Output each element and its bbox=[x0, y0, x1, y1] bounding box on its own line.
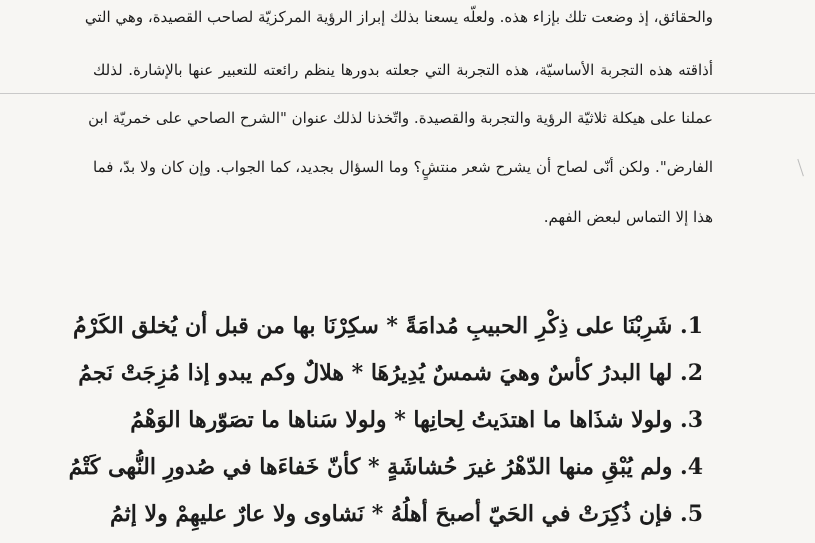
verse-line bbox=[63, 406, 703, 434]
verse-line bbox=[63, 453, 703, 481]
verse-number: 3. bbox=[680, 407, 703, 433]
verse-text: ولم يُبْقِ منها الدّهْرُ غيرَ حُشاشَةٍ * كأنّ خَفاءَها في صُدورِ النُّهى كَتْمُ bbox=[68, 454, 673, 480]
verse-number: 4. bbox=[680, 454, 703, 480]
paragraph-line: هذا إلا التماس لبعض الفهم. bbox=[543, 208, 713, 226]
paragraph-line: الفارض". ولكن أنّى لصاح أن يشرح شعر منتشٍ؟ وما السؤال بجديد، كما الجواب. وإن كان ولا بدّ، فما bbox=[93, 158, 713, 176]
verse-text: ولولا شذَاها ما اهتدَيتُ لِحانِها * ولولا سَناها ما تصَوّرها الوَهْمُ bbox=[130, 407, 673, 433]
margin-mark bbox=[797, 158, 807, 177]
paragraph-line: أذاقته هذه التجربة الأساسيّة، هذه التجربة التي جعلته بدورها ينظم رائعته للتعبير عنها بالإشارة. لذلك bbox=[93, 61, 713, 79]
paragraph-line: عملنا على هيكلة ثلاثيّة الرؤية والتجربة والقصيدة. واتّخذنا لذلك عنوان "الشرح الصاحي على خمريّة ابن bbox=[88, 109, 713, 127]
paragraph-line: والحقائق، إذ وضعت تلك بإزاء هذه. ولعلّه يسعنا بذلك إبراز الرؤية المركزيّة لصاحب القصيدة، وهي التي bbox=[84, 8, 713, 26]
verse-text: شَرِبْنَا على ذِكْرِ الحبيبِ مُدامَةً * سكِرْنَا بها من قبل أن يُخلق الكَرْمُ bbox=[73, 313, 673, 339]
verse-text: فإن ذُكِرَتْ في الحَيّ أصبحَ أهلُهُ * نَشاوى ولا عارٌ عليهِمْ ولا إثمُ bbox=[110, 501, 673, 527]
verse-line bbox=[63, 359, 703, 387]
scan-divider-line bbox=[0, 93, 815, 94]
verse-number: 5. bbox=[680, 501, 703, 527]
verse-line bbox=[63, 312, 703, 340]
verse-line bbox=[63, 500, 703, 528]
verse-number: 2. bbox=[680, 360, 703, 386]
verse-text: لها البدرُ كأسٌ وهيَ شمسٌ يُدِيرُهَا * هلالٌ وكم يبدو إذا مُزِجَتْ نَجمُ bbox=[78, 360, 673, 386]
verse-number: 1. bbox=[680, 313, 703, 339]
